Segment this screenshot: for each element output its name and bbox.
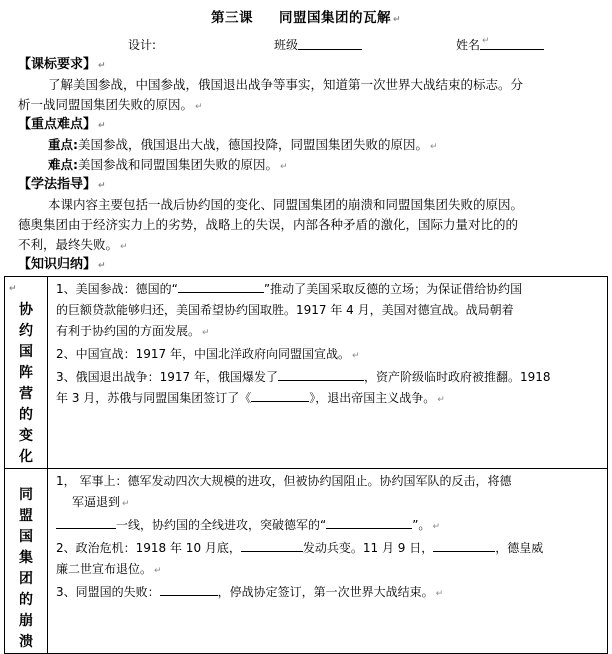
name-blank[interactable] <box>480 36 544 50</box>
class-blank[interactable] <box>298 36 362 50</box>
side-label-char: 集 <box>19 550 33 566</box>
central-item-2: 2、政治危机：1918 年 10 月底， 发动兵变。11 月 9 日， ，德皇威 <box>56 538 601 559</box>
central-side-cell <box>5 469 48 654</box>
central-item-1: 1， 军事上：德军发动四次大规模的进攻，但被协约国阻止。协约国军队的反击，将德 <box>56 474 512 488</box>
difficulty-text: 美国参战和同盟国集团失败的原因。 <box>78 157 279 172</box>
requirements-header: 【课标要求】 ↵ <box>18 57 106 72</box>
requirements-text-2: 析一战同盟国集团失败的原因。 ↵ <box>18 97 203 112</box>
allies-blank-3[interactable] <box>251 388 309 402</box>
allies-item-2: 2、中国宣战：1917 年，中国北洋政府向同盟国宣战。 ↵ <box>56 347 360 361</box>
side-label-char: 盟 <box>19 508 33 524</box>
name-field[interactable]: 姓名 ↵ <box>456 36 480 53</box>
difficulty-label: 难点: <box>48 157 78 172</box>
allies-item-3: 3、俄国退出战争：1917 年，俄国爆发了 ，资产阶级临时政府被推翻。1918 <box>56 367 601 388</box>
side-label-char: 团 <box>19 571 33 587</box>
central-blank-5[interactable] <box>160 582 218 596</box>
side-label-char: 国 <box>19 529 33 545</box>
central-blank-3[interactable] <box>241 538 303 552</box>
side-label-char: 约 <box>19 323 33 339</box>
knowledge-header: 【知识归纳】 ↵ <box>18 257 106 272</box>
side-label-char: 变 <box>19 428 33 444</box>
lesson-number: 第三课 <box>210 10 253 26</box>
side-label-char: 营 <box>19 386 33 402</box>
central-blank-2[interactable] <box>326 515 412 529</box>
allies-item-1: 1、美国参战：德国的“ ”推动了美国采取反德的立场；为保证借给协约国 <box>56 279 601 300</box>
table-row-central-powers <box>5 469 608 654</box>
allies-side-cell <box>5 277 48 469</box>
study-guide-line-3: 不利，最终失败。 ↵ <box>18 237 128 252</box>
allies-blank-1[interactable] <box>178 279 264 293</box>
key-points-header: 【重点难点】 ↵ <box>18 117 106 132</box>
page-title <box>0 6 612 26</box>
focus-text: 美国参战，俄国退出大战，德国投降，同盟国集团失败的原因。 <box>78 137 429 152</box>
name-label: 姓名 <box>456 38 481 52</box>
allies-content-cell: 1、美国参战：德国的“ ”推动了美国采取反德的立场；为保证借给协约国 的巨额贷款能够归还，美国希望协约国取胜。1917 年 4 月，美国对德宣战。战局朝着 有利于协约国的方面发展。 ↵ 2、中国宣战：1917 年，中国北洋政府向同盟国宣战。 ↵ 3、俄国退出战争：1917 年，俄国爆发了 ，资产阶级临时政府被推翻。1918 年 3 月，苏俄与同盟国集团签订了《 》，退出帝国主义战争。 ↵ <box>48 277 608 469</box>
side-label-char: 崩 <box>19 613 33 629</box>
side-label-char: 同 <box>19 487 33 503</box>
class-label: 班级 <box>274 38 299 52</box>
side-label-char: 阵 <box>19 365 33 381</box>
focus-label: 重点: <box>48 137 78 152</box>
side-label-char: 协 <box>19 302 33 318</box>
side-label-char: 国 <box>19 344 33 360</box>
side-label-char: 化 <box>19 449 33 465</box>
study-guide-header: 【学法指导】 ↵ <box>18 177 106 192</box>
paragraph-mark-icon: ↵ <box>392 15 402 25</box>
side-label-char: 的 <box>19 592 33 608</box>
central-content-cell: 1， 军事上：德军发动四次大规模的进攻，但被协约国阻止。协约国军队的反击，将德 军逼退到 ↵ 一线，协约国的全线进攻，突破德军的“ ”。 ↵ 2、政治危机：1918 年 10 月底， 发动兵变。11 月 9 日， ，德皇威 廉二世宣布退位。 ↵ 3、同盟国的失败： ，停战协定签订，第一次世界大战结束。 ↵ <box>48 469 608 654</box>
focus-line: 重点:美国参战，俄国退出大战，德国投降，同盟国集团失败的原因。 ↵ <box>48 137 438 152</box>
side-label-char: 溃 <box>19 634 33 650</box>
difficulty-line: 难点:美国参战和同盟国集团失败的原因。 ↵ <box>48 157 288 172</box>
lesson-topic: 同盟国集团的瓦解 <box>278 10 391 26</box>
study-guide-line-2: 德奥集团由于经济实力上的劣势，战略上的失误，内部各种矛盾的激化，国际力量对比的的 <box>18 217 519 232</box>
allies-blank-2[interactable] <box>278 367 364 381</box>
class-field[interactable] <box>274 36 298 53</box>
knowledge-table <box>4 276 608 654</box>
study-guide-line-1: 本课内容主要包括一战后协约国的变化、同盟国集团的崩溃和同盟国集团失败的原因。 <box>48 197 524 212</box>
allies-side-label: ↵ 协 约 国 阵 营 的 变 化 <box>5 277 47 468</box>
requirements-text-1: 了解美国参战，中国参战，俄国退出战争等事实，知道第一次世界大战结束的标志。分 <box>48 77 524 92</box>
table-row-allies <box>5 277 608 469</box>
central-side-label <box>5 469 47 653</box>
design-label: 设计: <box>128 38 157 52</box>
central-item-3: 3、同盟国的失败： ，停战协定签订，第一次世界大战结束。 ↵ <box>56 582 601 605</box>
side-label-char: 的 <box>19 407 33 423</box>
central-blank-1[interactable] <box>56 515 116 529</box>
central-blank-4[interactable] <box>433 538 495 552</box>
